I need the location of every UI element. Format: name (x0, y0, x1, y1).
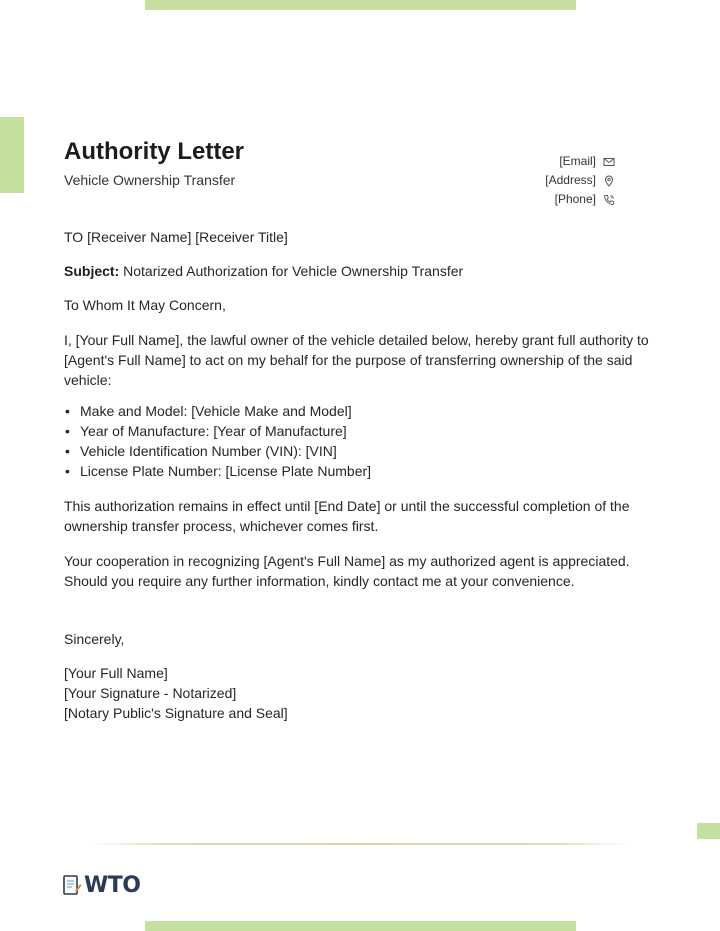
list-item (64, 441, 664, 461)
list-item (64, 461, 664, 481)
contact-block (545, 152, 616, 209)
bullet-icon: • (65, 443, 70, 459)
signature-name: [Your Full Name] (64, 665, 168, 681)
bullet-icon: • (65, 403, 70, 419)
document-subtitle: Vehicle Ownership Transfer (64, 172, 236, 188)
logo-wordmark: WTO (84, 873, 141, 898)
left-accent-bar (0, 117, 24, 193)
signature-block (64, 663, 664, 723)
subject-line (64, 261, 664, 281)
contact-email-row (545, 152, 616, 171)
signature-line: [Your Signature - Notarized] (64, 685, 237, 701)
detail-plate: License Plate Number: [License Plate Number] (80, 463, 372, 479)
list-item (64, 401, 664, 421)
salutation: To Whom It May Concern, (64, 297, 226, 313)
contact-email: [Email] (559, 154, 596, 168)
location-pin-icon (602, 174, 616, 188)
contact-address: [Address] (545, 173, 596, 187)
validity-paragraph: This authorization remains in effect until [End Date] or until the successful completion of the ownership transfer process, whichever comes first. (64, 498, 630, 534)
contact-address-row (545, 171, 616, 190)
authorization-paragraph: I, [Your Full Name], the lawful owner of the vehicle detailed below, hereby grant full authority to [Agent's Full Name] to act on my behalf for the purpose of transferring ownership of the said vehicle: (64, 332, 649, 388)
footer-divider (90, 843, 631, 845)
document-logo-icon (62, 873, 82, 899)
document-title: Authority Letter (64, 138, 244, 165)
bottom-accent-bar (145, 921, 576, 931)
subject-text: Notarized Authorization for Vehicle Ownership Transfer (119, 263, 464, 279)
cooperation-paragraph: Your cooperation in recognizing [Agent's Full Name] as my authorized agent is appreciated. Should you require any further information, kindly contact me at your convenience. (64, 553, 630, 589)
list-item (64, 421, 664, 441)
bullet-icon: • (65, 423, 70, 439)
top-accent-bar (145, 0, 576, 10)
detail-vin: Vehicle Identification Number (VIN): [VIN] (80, 443, 337, 459)
recipient-line: TO [Receiver Name] [Receiver Title] (64, 229, 288, 245)
right-accent-bar (697, 823, 720, 839)
phone-icon (602, 193, 616, 207)
contact-phone-row (545, 190, 616, 209)
wto-logo (62, 873, 140, 899)
notary-line: [Notary Public's Signature and Seal] (64, 705, 288, 721)
closing: Sincerely, (64, 631, 125, 647)
envelope-icon (602, 155, 616, 169)
detail-year: Year of Manufacture: [Year of Manufacture] (80, 423, 347, 439)
detail-make-model: Make and Model: [Vehicle Make and Model] (80, 403, 352, 419)
bullet-icon: • (65, 463, 70, 479)
vehicle-details-list (64, 401, 664, 481)
contact-phone: [Phone] (554, 192, 596, 206)
subject-label: Subject: (64, 263, 120, 279)
